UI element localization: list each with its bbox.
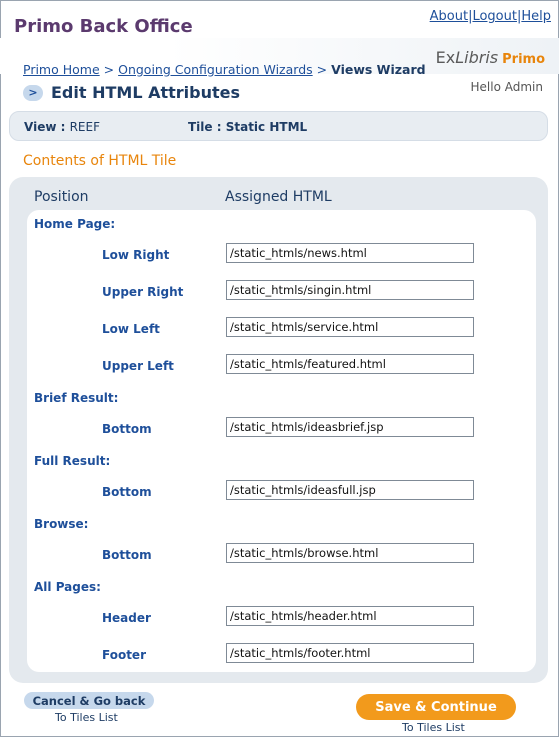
upper-right-html-field[interactable]: [226, 280, 474, 300]
breadcrumb-home[interactable]: Primo Home: [23, 62, 100, 77]
row-label-full-bottom: Bottom: [102, 485, 152, 499]
section-title: Contents of HTML Tile: [23, 153, 177, 169]
row-label-low-right: Low Right: [102, 248, 170, 262]
tile-label: Tile :: [188, 120, 222, 134]
cancel-go-back-button[interactable]: Cancel & Go back: [24, 692, 154, 709]
help-link[interactable]: Help: [521, 9, 551, 24]
group-home-page: Home Page:: [34, 217, 116, 231]
tile-info: [188, 120, 307, 134]
row-label-upper-left: Upper Left: [102, 359, 174, 373]
save-continue-button[interactable]: Save & Continue: [356, 694, 516, 720]
about-link[interactable]: About: [429, 9, 469, 24]
browse-bottom-field[interactable]: [226, 543, 474, 563]
exlibris-logo: [436, 48, 545, 67]
group-all-pages: All Pages:: [34, 580, 101, 594]
save-subtitle: To Tiles List: [402, 721, 465, 734]
row-label-browse-bottom: Bottom: [102, 548, 152, 562]
brief-result-bottom-field[interactable]: [226, 417, 474, 437]
tile-value: Static HTML: [225, 120, 308, 134]
header-html-field[interactable]: [226, 606, 474, 626]
view-value: REEF: [69, 120, 100, 134]
group-full-result: Full Result:: [34, 454, 111, 468]
upper-left-html-field[interactable]: [226, 354, 474, 374]
row-label-brief-bottom: Bottom: [102, 422, 152, 436]
link-separator: |: [468, 9, 473, 24]
page-title: Edit HTML Attributes: [51, 83, 240, 102]
breadcrumb: [23, 62, 426, 77]
cancel-subtitle: To Tiles List: [55, 711, 118, 724]
link-separator: |: [516, 9, 522, 24]
logo-primo: Primo: [502, 52, 545, 67]
view-info-bar: [9, 111, 548, 141]
breadcrumb-current: Views Wizard: [331, 62, 426, 77]
column-header-position: Position: [34, 189, 89, 205]
top-links: [430, 9, 551, 24]
logo-libris: Libris: [455, 48, 499, 67]
logo-ex: Ex: [435, 48, 456, 67]
column-header-assigned-html: Assigned HTML: [225, 189, 332, 205]
breadcrumb-separator: >: [316, 62, 328, 77]
footer-html-field[interactable]: [226, 643, 474, 663]
low-left-html-field[interactable]: [226, 317, 474, 337]
view-label: View :: [24, 120, 66, 134]
logout-link[interactable]: Logout: [472, 9, 517, 24]
app-title: Primo Back Office: [14, 16, 193, 37]
low-right-html-field[interactable]: [226, 243, 474, 263]
view-info: [24, 120, 100, 134]
hello-user: Hello Admin: [470, 80, 543, 94]
html-tile-panel: [9, 177, 548, 683]
row-label-header: Header: [102, 611, 151, 625]
row-label-low-left: Low Left: [102, 322, 160, 336]
page-heading: [23, 83, 240, 102]
breadcrumb-ongoing-wizards[interactable]: Ongoing Configuration Wizards: [118, 62, 313, 77]
assignments-list: [27, 210, 536, 672]
row-label-footer: Footer: [102, 648, 146, 662]
group-brief-result: Brief Result:: [34, 391, 119, 405]
breadcrumb-separator: >: [103, 62, 115, 77]
chevron-right-icon: >: [23, 85, 43, 101]
full-result-bottom-field[interactable]: [226, 480, 474, 500]
row-label-upper-right: Upper Right: [102, 285, 184, 299]
group-browse: Browse:: [34, 517, 89, 531]
